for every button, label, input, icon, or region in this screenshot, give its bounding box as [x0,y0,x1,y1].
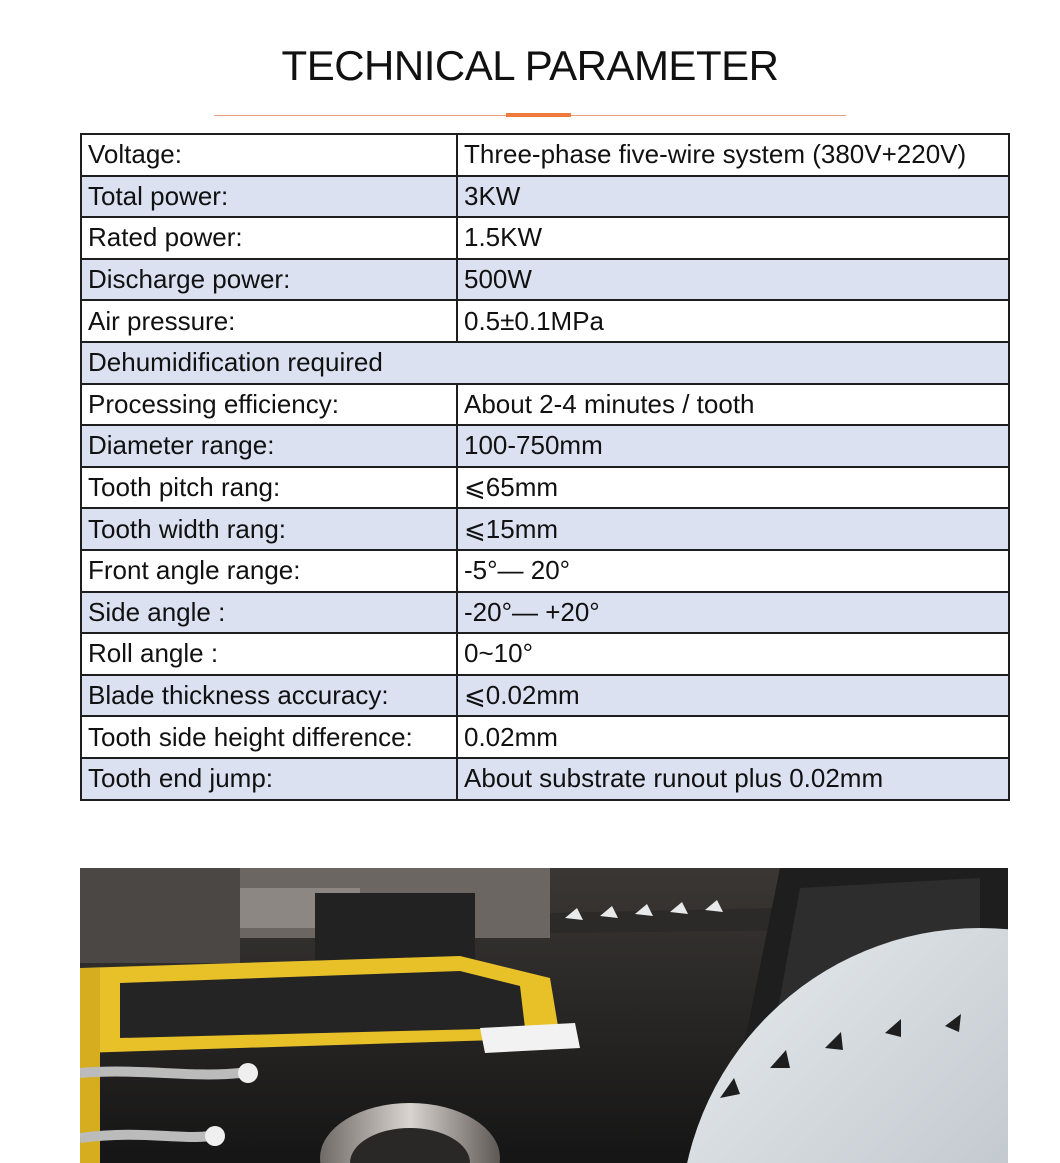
title-divider-accent [506,113,571,117]
table-row [81,384,1009,426]
param-label: Processing efficiency: [81,384,457,426]
param-value: About 2-4 minutes / tooth [457,384,1009,426]
table-row [81,716,1009,758]
param-value: 100-750mm [457,425,1009,467]
param-value: Three-phase five-wire system (380V+220V) [457,134,1009,176]
param-label: Tooth pitch rang: [81,467,457,509]
machine-photo-illustration [80,868,1008,1163]
table-row [81,300,1009,342]
table-row [81,675,1009,717]
param-value: 0~10° [457,633,1009,675]
param-label: Voltage: [81,134,457,176]
param-label: Tooth side height difference: [81,716,457,758]
param-value: ⩽15mm [457,508,1009,550]
param-label: Total power: [81,176,457,218]
param-note: Dehumidification required [81,342,1009,384]
table-row [81,508,1009,550]
param-label: Side angle : [81,592,457,634]
table-row [81,425,1009,467]
param-label: Roll angle : [81,633,457,675]
param-label: Tooth width rang: [81,508,457,550]
machine-photo [80,868,1008,1163]
param-value: 3KW [457,176,1009,218]
param-label: Tooth end jump: [81,758,457,800]
table-row [81,259,1009,301]
param-value: ⩽0.02mm [457,675,1009,717]
table-row [81,592,1009,634]
param-value: 500W [457,259,1009,301]
param-value: 0.02mm [457,716,1009,758]
table-row [81,134,1009,176]
table-row [81,217,1009,259]
table-row [81,467,1009,509]
table-row [81,342,1009,384]
param-value: 0.5±0.1MPa [457,300,1009,342]
param-label: Discharge power: [81,259,457,301]
parameter-table [80,133,1010,801]
param-value: -5°— 20° [457,550,1009,592]
table-row [81,633,1009,675]
param-value: 1.5KW [457,217,1009,259]
table-row [81,176,1009,218]
param-label: Blade thickness accuracy: [81,675,457,717]
param-label: Air pressure: [81,300,457,342]
param-value: About substrate runout plus 0.02mm [457,758,1009,800]
param-value: ⩽65mm [457,467,1009,509]
param-label: Diameter range: [81,425,457,467]
page-title: TECHNICAL PARAMETER [281,42,779,89]
table-row [81,550,1009,592]
param-value: -20°— +20° [457,592,1009,634]
table-row [81,758,1009,800]
param-label: Rated power: [81,217,457,259]
param-label: Front angle range: [81,550,457,592]
